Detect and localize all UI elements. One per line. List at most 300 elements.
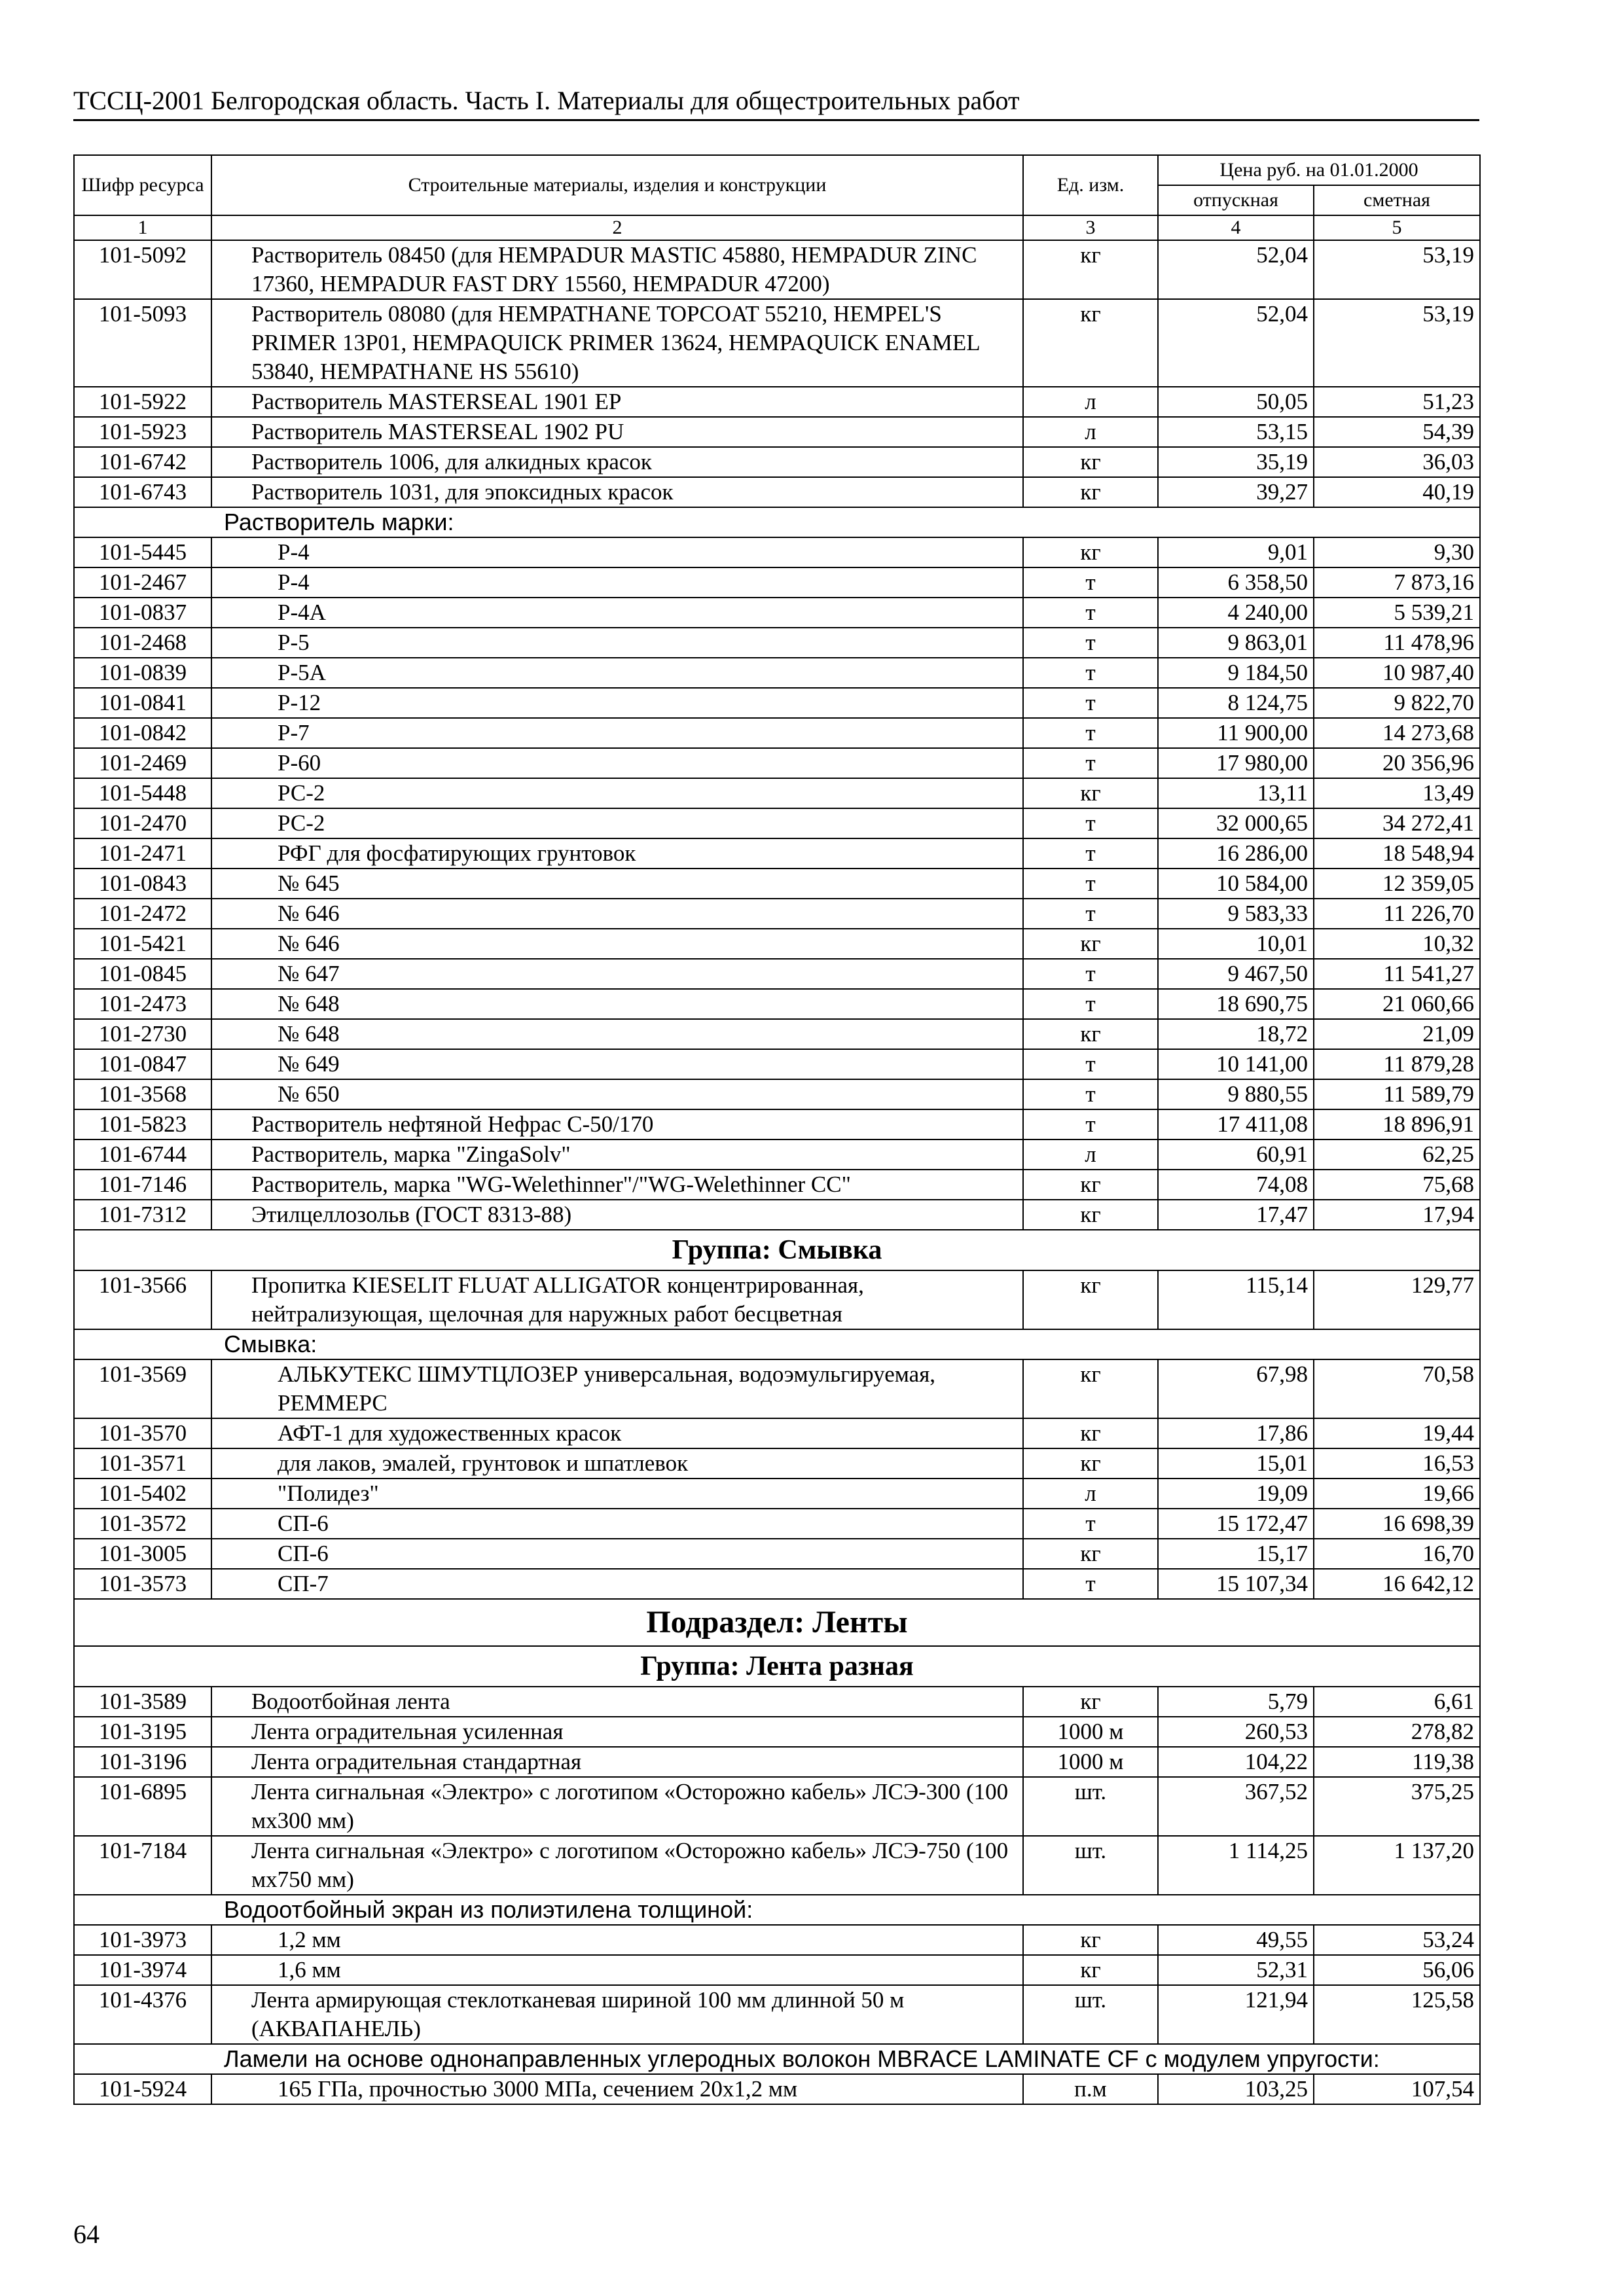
estimate-price-cell: 16 698,39 — [1314, 1509, 1480, 1539]
unit-cell: т — [1023, 748, 1158, 778]
unit-cell: т — [1023, 989, 1158, 1019]
release-price-cell: 74,08 — [1158, 1170, 1314, 1200]
unit-cell: кг — [1023, 1170, 1158, 1200]
unit-cell: кг — [1023, 537, 1158, 567]
material-name-cell: Лента сигнальная «Электро» с логотипом «Осторожно кабель» ЛСЭ-750 (100 мх750 мм) — [211, 1836, 1023, 1895]
section-heading-row — [74, 2044, 1480, 2074]
resource-code-cell: 101-2467 — [74, 567, 211, 598]
release-price-cell: 10,01 — [1158, 929, 1314, 959]
resource-code-cell: 101-3974 — [74, 1955, 211, 1985]
table-row — [74, 658, 1480, 688]
estimate-price-cell: 125,58 — [1314, 1985, 1480, 2044]
estimate-price-cell: 10,32 — [1314, 929, 1480, 959]
col-number-2: 2 — [211, 215, 1023, 240]
unit-cell: л — [1023, 1139, 1158, 1170]
material-name-cell: № 647 — [211, 959, 1023, 989]
unit-cell: т — [1023, 838, 1158, 869]
estimate-price-cell: 18 548,94 — [1314, 838, 1480, 869]
resource-code-cell: 101-5922 — [74, 387, 211, 417]
estimate-price-cell: 129,77 — [1314, 1270, 1480, 1329]
header-code: Шифр ресурса — [74, 155, 211, 215]
estimate-price-cell: 62,25 — [1314, 1139, 1480, 1170]
release-price-cell: 16 286,00 — [1158, 838, 1314, 869]
table-header-row — [74, 155, 1480, 185]
unit-cell: кг — [1023, 240, 1158, 299]
material-name-cell: Р-4 — [211, 567, 1023, 598]
estimate-price-cell: 6,61 — [1314, 1687, 1480, 1717]
release-price-cell: 9 467,50 — [1158, 959, 1314, 989]
material-name-cell: для лаков, эмалей, грунтовок и шпатлевок — [211, 1448, 1023, 1479]
material-name-cell: № 648 — [211, 1019, 1023, 1049]
group-heading-row — [74, 1230, 1480, 1270]
resource-code-cell: 101-0839 — [74, 658, 211, 688]
estimate-price-cell: 19,66 — [1314, 1479, 1480, 1509]
resource-code-cell: 101-5823 — [74, 1109, 211, 1139]
estimate-price-cell: 20 356,96 — [1314, 748, 1480, 778]
estimate-price-cell: 11 478,96 — [1314, 628, 1480, 658]
estimate-price-cell: 16 642,12 — [1314, 1569, 1480, 1599]
material-name-cell: "Полидез" — [211, 1479, 1023, 1509]
unit-cell: т — [1023, 718, 1158, 748]
resource-code-cell: 101-3570 — [74, 1418, 211, 1448]
release-price-cell: 13,11 — [1158, 778, 1314, 808]
table-row — [74, 869, 1480, 899]
unit-cell: кг — [1023, 299, 1158, 387]
table-row — [74, 417, 1480, 447]
estimate-price-cell: 56,06 — [1314, 1955, 1480, 1985]
estimate-price-cell: 70,58 — [1314, 1359, 1480, 1418]
estimate-price-cell: 16,53 — [1314, 1448, 1480, 1479]
table-row — [74, 1955, 1480, 1985]
release-price-cell: 18,72 — [1158, 1019, 1314, 1049]
resource-code-cell: 101-0847 — [74, 1049, 211, 1079]
col-number-4: 4 — [1158, 215, 1314, 240]
unit-cell: шт. — [1023, 1985, 1158, 2044]
resource-code-cell: 101-4376 — [74, 1985, 211, 2044]
unit-cell: кг — [1023, 1539, 1158, 1569]
unit-cell: кг — [1023, 1270, 1158, 1329]
estimate-price-cell: 11 879,28 — [1314, 1049, 1480, 1079]
material-name-cell: Растворитель, марка "WG-Welethinner"/"WG-Welethinner CC" — [211, 1170, 1023, 1200]
material-name-cell: Р-7 — [211, 718, 1023, 748]
unit-cell: т — [1023, 1049, 1158, 1079]
release-price-cell: 104,22 — [1158, 1747, 1314, 1777]
estimate-price-cell: 119,38 — [1314, 1747, 1480, 1777]
material-name-cell: № 645 — [211, 869, 1023, 899]
release-price-cell: 260,53 — [1158, 1717, 1314, 1747]
resource-code-cell: 101-2469 — [74, 748, 211, 778]
resource-code-cell: 101-2730 — [74, 1019, 211, 1049]
material-name-cell: Лента оградительная стандартная — [211, 1747, 1023, 1777]
resource-code-cell: 101-2470 — [74, 808, 211, 838]
unit-cell: кг — [1023, 1448, 1158, 1479]
column-numbers-row — [74, 215, 1480, 240]
table-row — [74, 1170, 1480, 1200]
table-row — [74, 1925, 1480, 1955]
release-price-cell: 9 863,01 — [1158, 628, 1314, 658]
estimate-price-cell: 14 273,68 — [1314, 718, 1480, 748]
resource-code-cell: 101-0841 — [74, 688, 211, 718]
release-price-cell: 15,17 — [1158, 1539, 1314, 1569]
estimate-price-cell: 34 272,41 — [1314, 808, 1480, 838]
release-price-cell: 6 358,50 — [1158, 567, 1314, 598]
material-name-cell: Пропитка KIESELIT FLUAT ALLIGATOR концентрированная, нейтрализующая, щелочная для наружных работ бесцветная — [211, 1270, 1023, 1329]
group-heading: Группа: Лента разная — [74, 1646, 1480, 1687]
table-row — [74, 299, 1480, 387]
release-price-cell: 10 584,00 — [1158, 869, 1314, 899]
unit-cell: кг — [1023, 477, 1158, 507]
resource-code-cell: 101-3573 — [74, 1569, 211, 1599]
resource-code-cell: 101-3571 — [74, 1448, 211, 1479]
price-table — [73, 154, 1481, 2105]
estimate-price-cell: 7 873,16 — [1314, 567, 1480, 598]
table-row — [74, 989, 1480, 1019]
release-price-cell: 121,94 — [1158, 1985, 1314, 2044]
release-price-cell: 32 000,65 — [1158, 808, 1314, 838]
table-row — [74, 1717, 1480, 1747]
material-name-cell: Растворитель 1031, для эпоксидных красок — [211, 477, 1023, 507]
table-row — [74, 959, 1480, 989]
release-price-cell: 52,31 — [1158, 1955, 1314, 1985]
unit-cell: т — [1023, 808, 1158, 838]
material-name-cell: Р-4 — [211, 537, 1023, 567]
section-heading-row — [74, 1895, 1480, 1925]
unit-cell: т — [1023, 598, 1158, 628]
resource-code-cell: 101-3568 — [74, 1079, 211, 1109]
unit-cell: кг — [1023, 1019, 1158, 1049]
resource-code-cell: 101-6895 — [74, 1777, 211, 1836]
header-release: отпускная — [1158, 185, 1314, 215]
material-name-cell: СП-6 — [211, 1509, 1023, 1539]
table-row — [74, 1687, 1480, 1717]
resource-code-cell: 101-5093 — [74, 299, 211, 387]
release-price-cell: 53,15 — [1158, 417, 1314, 447]
estimate-price-cell: 12 359,05 — [1314, 869, 1480, 899]
resource-code-cell: 101-0843 — [74, 869, 211, 899]
estimate-price-cell: 16,70 — [1314, 1539, 1480, 1569]
resource-code-cell: 101-7312 — [74, 1200, 211, 1230]
resource-code-cell: 101-5402 — [74, 1479, 211, 1509]
resource-code-cell: 101-5923 — [74, 417, 211, 447]
col-number-5: 5 — [1314, 215, 1480, 240]
release-price-cell: 15 107,34 — [1158, 1569, 1314, 1599]
estimate-price-cell: 40,19 — [1314, 477, 1480, 507]
table-row — [74, 929, 1480, 959]
material-name-cell: 1,6 мм — [211, 1955, 1023, 1985]
release-price-cell: 9 880,55 — [1158, 1079, 1314, 1109]
table-row — [74, 1079, 1480, 1109]
material-name-cell: Р-4А — [211, 598, 1023, 628]
material-name-cell: АФТ-1 для художественных красок — [211, 1418, 1023, 1448]
table-row — [74, 537, 1480, 567]
estimate-price-cell: 51,23 — [1314, 387, 1480, 417]
estimate-price-cell: 10 987,40 — [1314, 658, 1480, 688]
release-price-cell: 11 900,00 — [1158, 718, 1314, 748]
release-price-cell: 18 690,75 — [1158, 989, 1314, 1019]
resource-code-cell: 101-0837 — [74, 598, 211, 628]
estimate-price-cell: 1 137,20 — [1314, 1836, 1480, 1895]
unit-cell: т — [1023, 899, 1158, 929]
unit-cell: т — [1023, 1569, 1158, 1599]
resource-code-cell: 101-2473 — [74, 989, 211, 1019]
table-row — [74, 567, 1480, 598]
col-number-1: 1 — [74, 215, 211, 240]
material-name-cell: СП-7 — [211, 1569, 1023, 1599]
table-row — [74, 1019, 1480, 1049]
release-price-cell: 52,04 — [1158, 299, 1314, 387]
estimate-price-cell: 11 589,79 — [1314, 1079, 1480, 1109]
table-row — [74, 1049, 1480, 1079]
release-price-cell: 17 411,08 — [1158, 1109, 1314, 1139]
resource-code-cell: 101-0842 — [74, 718, 211, 748]
material-name-cell: Растворитель 08450 (для HEMPADUR MASTIC 45880, HEMPADUR ZINC 17360, HEMPADUR FAST DRY 15560, HEMPADUR 47200) — [211, 240, 1023, 299]
release-price-cell: 367,52 — [1158, 1777, 1314, 1836]
table-row — [74, 1509, 1480, 1539]
estimate-price-cell: 36,03 — [1314, 447, 1480, 477]
estimate-price-cell: 375,25 — [1314, 1777, 1480, 1836]
release-price-cell: 9,01 — [1158, 537, 1314, 567]
unit-cell: т — [1023, 1109, 1158, 1139]
unit-cell: кг — [1023, 929, 1158, 959]
release-price-cell: 15 172,47 — [1158, 1509, 1314, 1539]
resource-code-cell: 101-0845 — [74, 959, 211, 989]
material-name-cell: Растворитель 1006, для алкидных красок — [211, 447, 1023, 477]
estimate-price-cell: 19,44 — [1314, 1418, 1480, 1448]
release-price-cell: 52,04 — [1158, 240, 1314, 299]
table-row — [74, 1418, 1480, 1448]
release-price-cell: 67,98 — [1158, 1359, 1314, 1418]
resource-code-cell: 101-3196 — [74, 1747, 211, 1777]
table-row — [74, 778, 1480, 808]
resource-code-cell: 101-7184 — [74, 1836, 211, 1895]
table-row — [74, 628, 1480, 658]
table-row — [74, 1539, 1480, 1569]
estimate-price-cell: 21,09 — [1314, 1019, 1480, 1049]
table-row — [74, 477, 1480, 507]
table-row — [74, 1569, 1480, 1599]
unit-cell: кг — [1023, 1359, 1158, 1418]
table-row — [74, 1479, 1480, 1509]
material-name-cell: Лента оградительная усиленная — [211, 1717, 1023, 1747]
release-price-cell: 17,47 — [1158, 1200, 1314, 1230]
estimate-price-cell: 107,54 — [1314, 2074, 1480, 2104]
table-row — [74, 899, 1480, 929]
resource-code-cell: 101-5445 — [74, 537, 211, 567]
unit-cell: т — [1023, 658, 1158, 688]
unit-cell: шт. — [1023, 1836, 1158, 1895]
header-price: Цена руб. на 01.01.2000 — [1158, 155, 1480, 185]
unit-cell: кг — [1023, 1687, 1158, 1717]
material-name-cell: РС-2 — [211, 778, 1023, 808]
estimate-price-cell: 9 822,70 — [1314, 688, 1480, 718]
material-name-cell: № 649 — [211, 1049, 1023, 1079]
material-name-cell: Водоотбойная лента — [211, 1687, 1023, 1717]
unit-cell: л — [1023, 387, 1158, 417]
material-name-cell: Растворитель MASTERSEAL 1901 EP — [211, 387, 1023, 417]
resource-code-cell: 101-7146 — [74, 1170, 211, 1200]
table-row — [74, 598, 1480, 628]
table-row — [74, 1836, 1480, 1895]
estimate-price-cell: 53,19 — [1314, 299, 1480, 387]
unit-cell: т — [1023, 1079, 1158, 1109]
estimate-price-cell: 11 541,27 — [1314, 959, 1480, 989]
material-name-cell: Р-5 — [211, 628, 1023, 658]
table-row — [74, 748, 1480, 778]
material-name-cell: Р-12 — [211, 688, 1023, 718]
header-unit: Ед. изм. — [1023, 155, 1158, 215]
estimate-price-cell: 17,94 — [1314, 1200, 1480, 1230]
release-price-cell: 103,25 — [1158, 2074, 1314, 2104]
resource-code-cell: 101-6742 — [74, 447, 211, 477]
release-price-cell: 19,09 — [1158, 1479, 1314, 1509]
resource-code-cell: 101-6744 — [74, 1139, 211, 1170]
material-name-cell: Растворитель, марка "ZingaSolv" — [211, 1139, 1023, 1170]
page-title: ТССЦ-2001 Белгородская область. Часть I. Материалы для общестроительных работ — [73, 82, 1479, 121]
group-heading-row — [74, 1646, 1480, 1687]
resource-code-cell: 101-3572 — [74, 1509, 211, 1539]
unit-cell: 1000 м — [1023, 1717, 1158, 1747]
table-row — [74, 808, 1480, 838]
unit-cell: кг — [1023, 1955, 1158, 1985]
unit-cell: кг — [1023, 778, 1158, 808]
unit-cell: 1000 м — [1023, 1747, 1158, 1777]
material-name-cell: РС-2 — [211, 808, 1023, 838]
estimate-price-cell: 278,82 — [1314, 1717, 1480, 1747]
resource-code-cell: 101-3566 — [74, 1270, 211, 1329]
release-price-cell: 17 980,00 — [1158, 748, 1314, 778]
release-price-cell: 8 124,75 — [1158, 688, 1314, 718]
unit-cell: кг — [1023, 1200, 1158, 1230]
table-row — [74, 1448, 1480, 1479]
material-name-cell: Лента сигнальная «Электро» с логотипом «Осторожно кабель» ЛСЭ-300 (100 мх300 мм) — [211, 1777, 1023, 1836]
estimate-price-cell: 13,49 — [1314, 778, 1480, 808]
table-row — [74, 387, 1480, 417]
resource-code-cell: 101-3973 — [74, 1925, 211, 1955]
resource-code-cell: 101-5092 — [74, 240, 211, 299]
unit-cell: кг — [1023, 1418, 1158, 1448]
material-name-cell: № 650 — [211, 1079, 1023, 1109]
table-row — [74, 1109, 1480, 1139]
header-estimate: сметная — [1314, 185, 1480, 215]
release-price-cell: 9 583,33 — [1158, 899, 1314, 929]
material-name-cell: № 646 — [211, 899, 1023, 929]
unit-cell: кг — [1023, 1925, 1158, 1955]
table-row — [74, 2074, 1480, 2104]
material-name-cell: Растворитель 08080 (для HEMPATHANE TOPCOAT 55210, HEMPEL'S PRIMER 13P01, HEMPAQUICK PRIMER 13624, HEMPAQUICK ENAMEL 53840, HEMPATHANE HS 55610) — [211, 299, 1023, 387]
estimate-price-cell: 11 226,70 — [1314, 899, 1480, 929]
estimate-price-cell: 53,24 — [1314, 1925, 1480, 1955]
material-name-cell: Р-5А — [211, 658, 1023, 688]
resource-code-cell: 101-6743 — [74, 477, 211, 507]
material-name-cell: Лента армирующая стеклотканевая шириной 100 мм длинной 50 м (АКВАПАНЕЛЬ) — [211, 1985, 1023, 2044]
resource-code-cell: 101-3005 — [74, 1539, 211, 1569]
release-price-cell: 15,01 — [1158, 1448, 1314, 1479]
unit-cell: л — [1023, 417, 1158, 447]
estimate-price-cell: 75,68 — [1314, 1170, 1480, 1200]
unit-cell: т — [1023, 567, 1158, 598]
table-row — [74, 240, 1480, 299]
unit-cell: т — [1023, 959, 1158, 989]
resource-code-cell: 101-5421 — [74, 929, 211, 959]
subsection-heading: Подраздел: Ленты — [74, 1599, 1480, 1646]
section-heading-row — [74, 1329, 1480, 1359]
unit-cell: п.м — [1023, 2074, 1158, 2104]
col-number-3: 3 — [1023, 215, 1158, 240]
release-price-cell: 50,05 — [1158, 387, 1314, 417]
material-name-cell: Растворитель MASTERSEAL 1902 PU — [211, 417, 1023, 447]
resource-code-cell: 101-3569 — [74, 1359, 211, 1418]
unit-cell: т — [1023, 869, 1158, 899]
estimate-price-cell: 21 060,66 — [1314, 989, 1480, 1019]
table-row — [74, 1270, 1480, 1329]
material-name-cell: 1,2 мм — [211, 1925, 1023, 1955]
material-name-cell: АЛЬКУТЕКС ШМУТЦЛОЗЕР универсальная, водоэмульгируемая, РЕММЕРС — [211, 1359, 1023, 1418]
table-row — [74, 1985, 1480, 2044]
material-name-cell: 165 ГПа, прочностью 3000 МПа, сечением 20х1,2 мм — [211, 2074, 1023, 2104]
release-price-cell: 17,86 — [1158, 1418, 1314, 1448]
material-name-cell: РФГ для фосфатирующих грунтовок — [211, 838, 1023, 869]
table-row — [74, 1200, 1480, 1230]
section-heading: Смывка: — [74, 1329, 1480, 1359]
resource-code-cell: 101-5448 — [74, 778, 211, 808]
resource-code-cell: 101-2471 — [74, 838, 211, 869]
page-number: 64 — [73, 2219, 99, 2249]
table-row — [74, 1139, 1480, 1170]
resource-code-cell: 101-5924 — [74, 2074, 211, 2104]
unit-cell: кг — [1023, 447, 1158, 477]
table-row — [74, 838, 1480, 869]
estimate-price-cell: 9,30 — [1314, 537, 1480, 567]
table-row — [74, 447, 1480, 477]
table-row — [74, 1777, 1480, 1836]
unit-cell: т — [1023, 628, 1158, 658]
release-price-cell: 60,91 — [1158, 1139, 1314, 1170]
release-price-cell: 115,14 — [1158, 1270, 1314, 1329]
table-row — [74, 718, 1480, 748]
header-name: Строительные материалы, изделия и конструкции — [211, 155, 1023, 215]
material-name-cell: Р-60 — [211, 748, 1023, 778]
group-heading: Группа: Смывка — [74, 1230, 1480, 1270]
material-name-cell: № 648 — [211, 989, 1023, 1019]
section-heading-row — [74, 507, 1480, 537]
material-name-cell: СП-6 — [211, 1539, 1023, 1569]
section-heading: Ламели на основе однонаправленных углеродных волокон MBRACE LAMINATE CF с модулем упругости: — [74, 2044, 1480, 2074]
subsection-heading-row — [74, 1599, 1480, 1646]
release-price-cell: 9 184,50 — [1158, 658, 1314, 688]
estimate-price-cell: 54,39 — [1314, 417, 1480, 447]
estimate-price-cell: 5 539,21 — [1314, 598, 1480, 628]
release-price-cell: 5,79 — [1158, 1687, 1314, 1717]
table-row — [74, 688, 1480, 718]
estimate-price-cell: 18 896,91 — [1314, 1109, 1480, 1139]
table-row — [74, 1747, 1480, 1777]
unit-cell: т — [1023, 688, 1158, 718]
release-price-cell: 1 114,25 — [1158, 1836, 1314, 1895]
resource-code-cell: 101-2468 — [74, 628, 211, 658]
material-name-cell: № 646 — [211, 929, 1023, 959]
table-row — [74, 1359, 1480, 1418]
section-heading: Водоотбойный экран из полиэтилена толщиной: — [74, 1895, 1480, 1925]
release-price-cell: 39,27 — [1158, 477, 1314, 507]
resource-code-cell: 101-3195 — [74, 1717, 211, 1747]
resource-code-cell: 101-3589 — [74, 1687, 211, 1717]
unit-cell: т — [1023, 1509, 1158, 1539]
unit-cell: шт. — [1023, 1777, 1158, 1836]
release-price-cell: 4 240,00 — [1158, 598, 1314, 628]
material-name-cell: Растворитель нефтяной Нефрас С-50/170 — [211, 1109, 1023, 1139]
section-heading: Растворитель марки: — [74, 507, 1480, 537]
release-price-cell: 10 141,00 — [1158, 1049, 1314, 1079]
